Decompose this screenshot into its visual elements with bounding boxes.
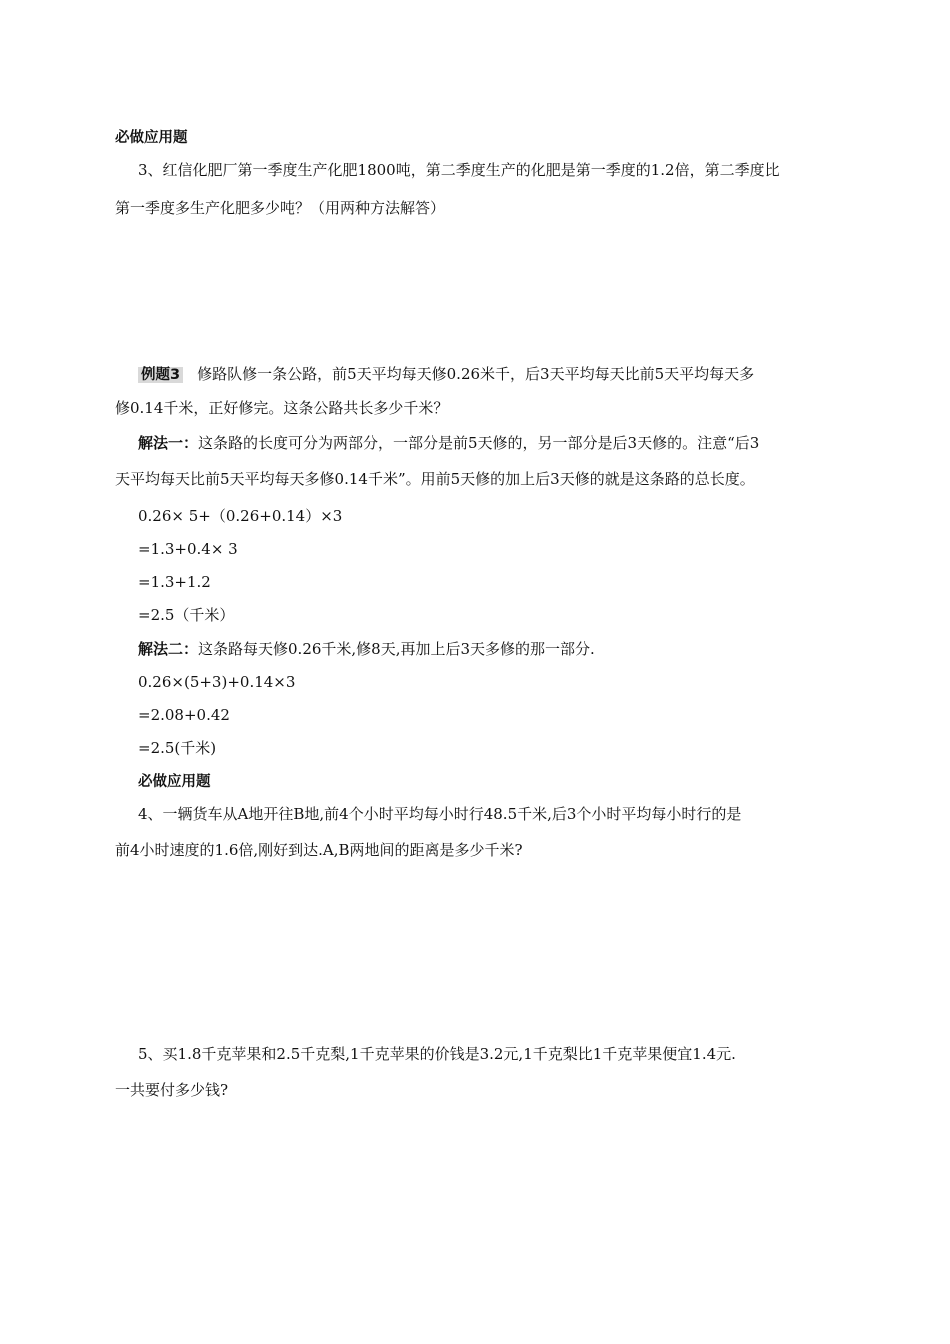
problem-5-line-1: 5、买1.8千克苹果和2.5千克梨,1千克苹果的价钱是3.2元,1千克梨比1千克苹果便宜1.4元. [138,1045,736,1063]
problem-5-line-2: 一共要付多少钱? [115,1081,229,1099]
example-3-text-1: 修路队修一条公路，前5天平均每天修0.26米千，后3天平均每天比前5天平均每天多 [197,365,755,383]
method-1-line-1 [138,432,759,454]
method-2-line [138,638,595,660]
problem-3-line-2: 第一季度多生产化肥多少吨？（用两种方法解答） [115,199,446,217]
method-2-label: 解法二： [138,640,199,658]
method-1-calc-2: =1.3+0.4× 3 [138,540,238,558]
problem-4-line-2: 前4小时速度的1.6倍,刚好到达.A,B两地间的距离是多少千米? [115,841,523,859]
section-heading-1: 必做应用题 [115,130,188,146]
method-2-calc-1: 0.26×(5+3)+0.14×3 [138,673,296,691]
example-3-line-2: 修0.14千米，正好修完。这条公路共长多少千米？ [115,399,449,417]
problem-4-line-1: 4、一辆货车从A地开往B地,前4个小时平均每小时行48.5千米,后3个小时平均每小时行的是 [138,805,742,823]
method-2-calc-3: =2.5(千米) [138,739,217,757]
example-3-tag: 例题3 [138,367,183,383]
problem-3-line-1: 3、红信化肥厂第一季度生产化肥1800吨，第二季度生产的化肥是第一季度的1.2倍，第二季度比 [138,161,780,179]
method-2-text: 这条路每天修0.26千米,修8天,再加上后3天多修的那一部分. [198,640,595,658]
method-1-text-1: 这条路的长度可分为两部分，一部分是前5天修的，另一部分是后3天修的。注意“后3 [198,434,760,452]
method-1-label: 解法一： [138,434,199,452]
method-2-calc-2: =2.08+0.42 [138,706,230,724]
section-heading-2: 必做应用题 [138,774,211,790]
method-1-calc-3: =1.3+1.2 [138,573,211,591]
method-1-calc-4: =2.5（千米） [138,606,235,624]
example-3-line-1 [138,363,754,386]
method-1-line-2: 天平均每天比前5天平均每天多修0.14千米”。用前5天修的加上后3天修的就是这条路的总长度。 [115,470,755,488]
method-1-calc-1: 0.26× 5+（0.26+0.14）×3 [138,507,343,525]
